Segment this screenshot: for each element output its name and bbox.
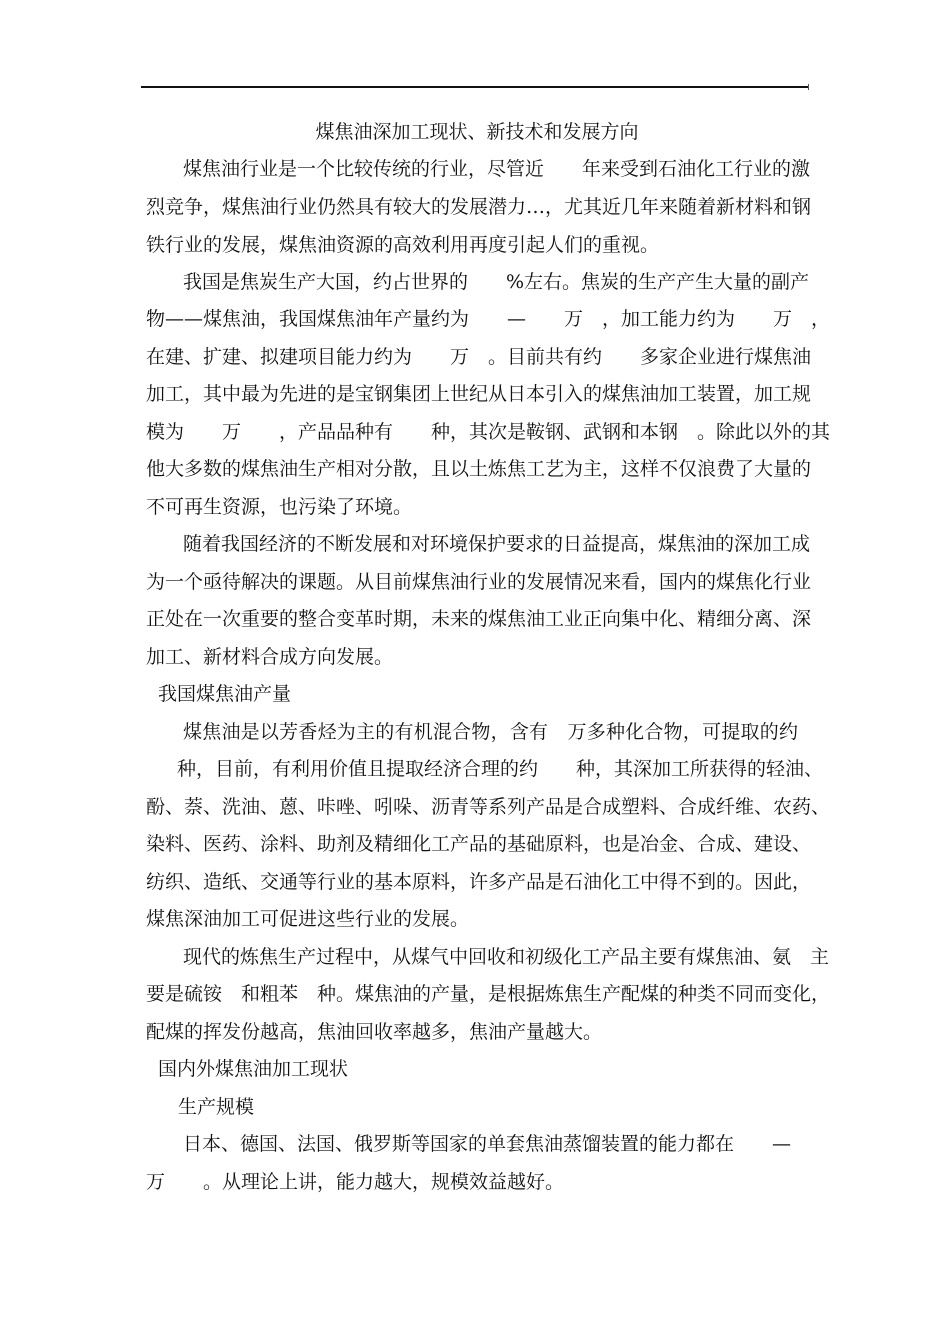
paragraph-5-line-3: 配煤的挥发份越高，焦油回收率越多，焦油产量越大。: [146, 1021, 603, 1043]
paragraph-2-line-7: 不可再生资源，也污染了环境。: [146, 496, 413, 518]
paragraph-4-line-4: 染料、医药、涂料、助剂及精细化工产品的基础原料，也是冶金、合成、建设、: [146, 833, 812, 855]
paragraph-1-line-2: 烈竞争，煤焦油行业仍然具有较大的发展潜力…，尤其近几年来随着新材料和钢: [146, 196, 812, 218]
subsection-heading-scale: 生产规模: [178, 1096, 255, 1118]
paragraph-1-line-3: 铁行业的发展，煤焦油资源的高效利用再度引起人们的重视。: [146, 234, 660, 256]
paragraph-6-line-1: 日本、德国、法国、俄罗斯等国家的单套焦油蒸馏装置的能力都在 —: [183, 1133, 792, 1155]
paragraph-2-line-2: 物——煤焦油，我国煤焦油年产量约为 — 万 ，加工能力约为 万 ，: [146, 308, 831, 330]
paragraph-2-line-6: 他大多数的煤焦油生产相对分散，且以土炼焦工艺为主，这样不仅浪费了大量的: [146, 458, 812, 480]
paragraph-5-line-2: 要是硫铵 和粗苯 种。煤焦油的产量，是根据炼焦生产配煤的种类不同而变化，: [146, 983, 831, 1005]
paragraph-2-line-1: 我国是焦炭生产大国，约占世界的 %左右。焦炭的生产产生大量的副产: [183, 271, 810, 293]
document-title: 煤焦油深加工现状、新技术和发展方向: [315, 121, 639, 143]
paragraph-2-line-4: 加工，其中最为先进的是宝钢集团上世纪从日本引入的煤焦油加工装置，加工规: [146, 383, 812, 405]
paragraph-5-line-1: 现代的炼焦生产过程中，从煤气中回收和初级化工产品主要有煤焦油、氨 主: [183, 946, 830, 968]
paragraph-4-line-2: 种，目前，有利用价值且提取经济合理的约 种，其深加工所获得的轻油、: [177, 758, 824, 780]
paragraph-3-line-4: 加工、新材料合成方向发展。: [146, 646, 394, 668]
paragraph-4-line-5: 纺织、造纸、交通等行业的基本原料，许多产品是石油化工中得不到的。因此，: [146, 871, 812, 893]
header-rule-tick: [808, 84, 809, 90]
paragraph-2-line-3: 在建、扩建、拟建项目能力约为 万 。目前共有约 多家企业进行煤焦油: [146, 346, 812, 368]
section-heading-output: 我国煤焦油产量: [158, 683, 292, 705]
paragraph-4-line-6: 煤焦深油加工可促进这些行业的发展。: [146, 908, 470, 930]
paragraph-3-line-3: 正处在一次重要的整合变革时期，未来的煤焦油工业正向集中化、精细分离、深: [146, 608, 812, 630]
paragraph-1-line-1: 煤焦油行业是一个比较传统的行业，尽管近 年来受到石油化工行业的激: [183, 158, 811, 180]
paragraph-2-line-5: 模为 万 ，产品品种有 种，其次是鞍钢、武钢和本钢 。除此以外的其: [146, 421, 831, 443]
paragraph-6-line-2: 万 。从理论上讲，能力越大，规模效益越好。: [146, 1171, 565, 1193]
paragraph-4-line-1: 煤焦油是以芳香烃为主的有机混合物，含有 万多种化合物，可提取的约: [183, 721, 798, 743]
header-rule: [141, 86, 808, 88]
paragraph-3-line-2: 为一个亟待解决的课题。从目前煤焦油行业的发展情况来看，国内的煤焦化行业: [146, 571, 812, 593]
section-heading-status: 国内外煤焦油加工现状: [158, 1058, 349, 1080]
paragraph-4-line-3: 酚、萘、洗油、蒽、咔唑、吲哚、沥青等系列产品是合成塑料、合成纤维、农药、: [146, 796, 831, 818]
paragraph-3-line-1: 随着我国经济的不断发展和对环境保护要求的日益提高，煤焦油的深加工成: [183, 533, 811, 555]
